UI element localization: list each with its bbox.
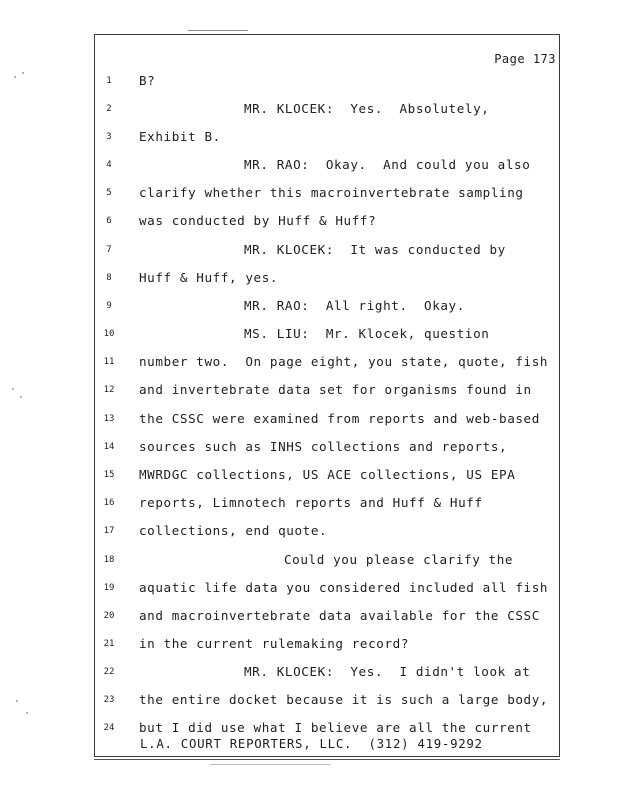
scan-artifact	[210, 764, 330, 765]
line-text: MWRDGC collections, US ACE collections, US EPA	[139, 467, 516, 482]
line-text: MR. RAO: Okay. And could you also	[244, 157, 531, 172]
line-number: 9	[106, 301, 112, 311]
line-text: B?	[139, 73, 156, 88]
line-text: aquatic life data you considered included all fish	[139, 580, 549, 595]
line-number: 15	[103, 470, 115, 480]
scan-artifact	[12, 388, 14, 390]
line-text: the entire docket because it is such a large body,	[139, 692, 549, 707]
transcript-line	[0, 354, 619, 374]
scan-artifact	[26, 712, 28, 714]
transcript-line	[0, 213, 619, 233]
line-text: MS. LIU: Mr. Klocek, question	[244, 326, 490, 341]
line-text: MR. KLOCEK: Yes. Absolutely,	[244, 101, 490, 116]
transcript-line	[0, 382, 619, 402]
line-number: 8	[106, 273, 112, 283]
scan-artifact	[16, 700, 18, 702]
line-text: sources such as INHS collections and reports,	[139, 439, 508, 454]
transcript-line	[0, 270, 619, 290]
line-text: was conducted by Huff & Huff?	[139, 213, 377, 228]
line-text: MR. KLOCEK: It was conducted by	[244, 242, 506, 257]
transcript-line	[0, 580, 619, 600]
transcript-line	[0, 411, 619, 431]
scan-artifact	[188, 30, 248, 31]
line-text: in the current rulemaking record?	[139, 636, 410, 651]
line-text: number two. On page eight, you state, quote, fish	[139, 354, 549, 369]
line-number: 16	[103, 498, 115, 508]
line-number: 20	[103, 611, 115, 621]
line-number: 1	[106, 76, 112, 86]
transcript-line	[0, 692, 619, 712]
line-number: 12	[103, 385, 115, 395]
transcript-line	[0, 552, 619, 572]
line-number: 4	[106, 160, 112, 170]
transcript-line	[0, 185, 619, 205]
line-text: the CSSC were examined from reports and web-based	[139, 411, 540, 426]
transcript-line	[0, 608, 619, 628]
line-number: 5	[106, 188, 112, 198]
page-number: Page 173	[494, 52, 556, 66]
line-number: 21	[103, 639, 115, 649]
line-number: 18	[103, 555, 115, 565]
line-text: MR. RAO: All right. Okay.	[244, 298, 465, 313]
scan-artifact	[14, 76, 16, 78]
line-number: 13	[103, 414, 115, 424]
transcript-line	[0, 467, 619, 487]
line-number: 7	[106, 245, 112, 255]
court-reporter-footer: L.A. COURT REPORTERS, LLC. (312) 419-9292	[140, 736, 483, 751]
transcript-line	[0, 157, 619, 177]
line-number: 24	[103, 723, 115, 733]
transcript-line	[0, 664, 619, 684]
scan-artifact	[20, 396, 22, 398]
line-text: clarify whether this macroinvertebrate sampling	[139, 185, 524, 200]
line-text: reports, Limnotech reports and Huff & Huff	[139, 495, 483, 510]
transcript-line	[0, 523, 619, 543]
line-number: 22	[103, 667, 115, 677]
scan-artifact	[22, 72, 24, 74]
line-number: 14	[103, 442, 115, 452]
transcript-line	[0, 495, 619, 515]
transcript-line	[0, 298, 619, 318]
transcript-line	[0, 129, 619, 149]
line-text: Could you please clarify the	[284, 552, 514, 567]
line-number: 23	[103, 695, 115, 705]
line-number: 19	[103, 583, 115, 593]
line-text: collections, end quote.	[139, 523, 328, 538]
line-number: 3	[106, 132, 112, 142]
line-number: 10	[103, 329, 115, 339]
line-text: Huff & Huff, yes.	[139, 270, 279, 285]
transcript-line	[0, 636, 619, 656]
transcript-line	[0, 242, 619, 262]
line-number: 11	[103, 357, 115, 367]
line-number: 2	[106, 104, 112, 114]
transcript-line	[0, 73, 619, 93]
transcript-line	[0, 326, 619, 346]
transcript-line	[0, 101, 619, 121]
line-text: and invertebrate data set for organisms found in	[139, 382, 532, 397]
line-number: 6	[106, 216, 112, 226]
transcript-line	[0, 439, 619, 459]
line-number: 17	[103, 526, 115, 536]
line-text: MR. KLOCEK: Yes. I didn't look at	[244, 664, 531, 679]
line-text: but I did use what I believe are all the current	[139, 720, 532, 735]
line-text: Exhibit B.	[139, 129, 221, 144]
line-text: and macroinvertebrate data available for the CSSC	[139, 608, 540, 623]
